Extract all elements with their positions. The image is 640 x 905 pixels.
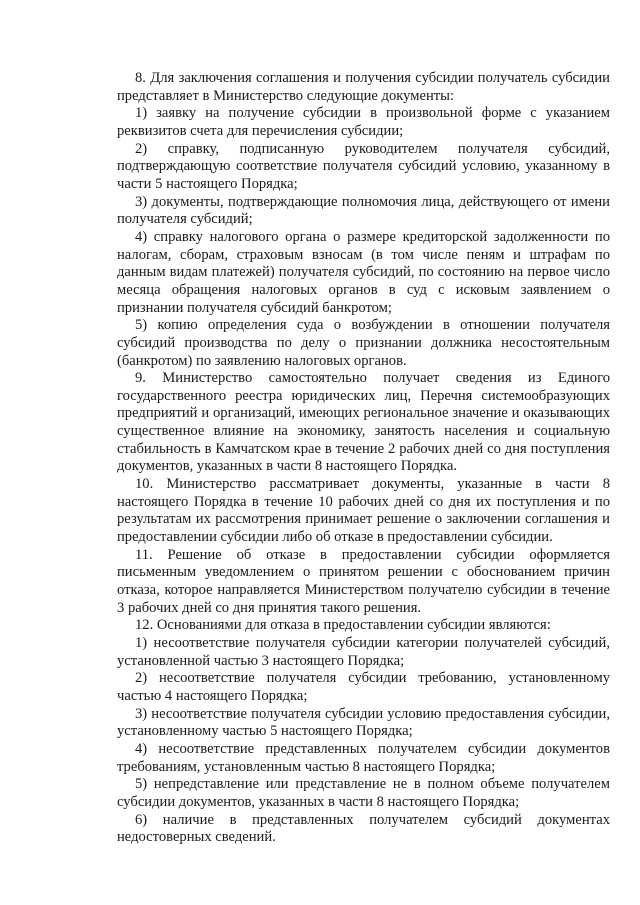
paragraph-10: 10. Министерство рассматривает документы, указанные в части 8 настоящего Порядка в течение 10 рабочих дней со дня их поступления и по результатам их рассмотрения принимает решение о заключении соглашения и предоставлении субсидии либо об отказе в предоставлении субсидии. [117,476,610,546]
paragraph-12-item-1: 1) несоответствие получателя субсидии категории получателей субсидий, установленной частью 3 настоящего Порядка; [117,635,610,669]
paragraph-8-item-3: 3) документы, подтверждающие полномочия лица, действующего от имени получателя субсидий; [117,193,610,228]
paragraph-8-item-5: 5) копию определения суда о возбуждении в отношении получателя субсидий производства по делу о признании должника несостоятельным (банкротом) по заявлению налоговых органов. [117,317,610,369]
paragraph-11: 11. Решение об отказе в предоставлении субсидии оформляется письменным уведомлением о принятом решении с обоснованием причин отказа, которое направляется Министерством получателю субсидии в течение 3 рабочих дней со дня принятия такого решения. [117,546,610,616]
paragraph-9: 9. Министерство самостоятельно получает сведения из Единого государственного реестра юридических лиц, Перечня системообразующих предприятий и организаций, имеющих региональное значение и оказывающих существенное влияние на экономику, занятость населения и социальную стабильность в Камчатском крае в течение 2 рабочих дней со дня поступления документов, указанных в части 8 настоящего Порядка. [117,370,610,475]
paragraph-12-item-2: 2) несоответствие получателя субсидии требованию, установленному частью 4 настоящего Порядка; [117,670,610,704]
paragraph-8-item-1: 1) заявку на получение субсидии в произвольной форме с указанием реквизитов счета для перечисления субсидии; [117,105,610,139]
paragraph-12-item-6: 6) наличие в представленных получателем субсидий документах недостоверных сведений. [117,811,610,846]
paragraph-12-intro: 12. Основаниями для отказа в предоставлении субсидии являются: [135,617,551,634]
paragraph-8-intro: 8. Для заключения соглашения и получения субсидии получатель субсидии представляет в Министерство следующие документы: [117,70,610,104]
paragraph-8-item-2: 2) справку, подписанную руководителем получателя субсидий, подтверждающую соответствие получателя субсидий условию, указанному в части 5 настоящего Порядка; [117,140,610,192]
paragraph-12-item-5: 5) непредставление или представление не в полном объеме получателем субсидии документов, указанных в части 8 настоящего Порядка; [117,776,610,810]
document-page [117,70,610,847]
paragraph-12-item-4: 4) несоответствие представленных получателем субсидии документов требованиям, установленным частью 8 настоящего Порядка; [117,740,610,775]
paragraph-12-item-3: 3) несоответствие получателя субсидии условию предоставления субсидии, установленному частью 5 настоящего Порядка; [117,705,610,740]
paragraph-8-item-4: 4) справку налогового органа о размере кредиторской задолженности по налогам, сборам, страховым взносам (в том числе пеням и штрафам по данным видам платежей) получателя субсидий, по состоянию на первое число месяца обращения налоговых органов в суд с исковым заявлением о признании получателя субсидий банкротом; [117,228,610,316]
